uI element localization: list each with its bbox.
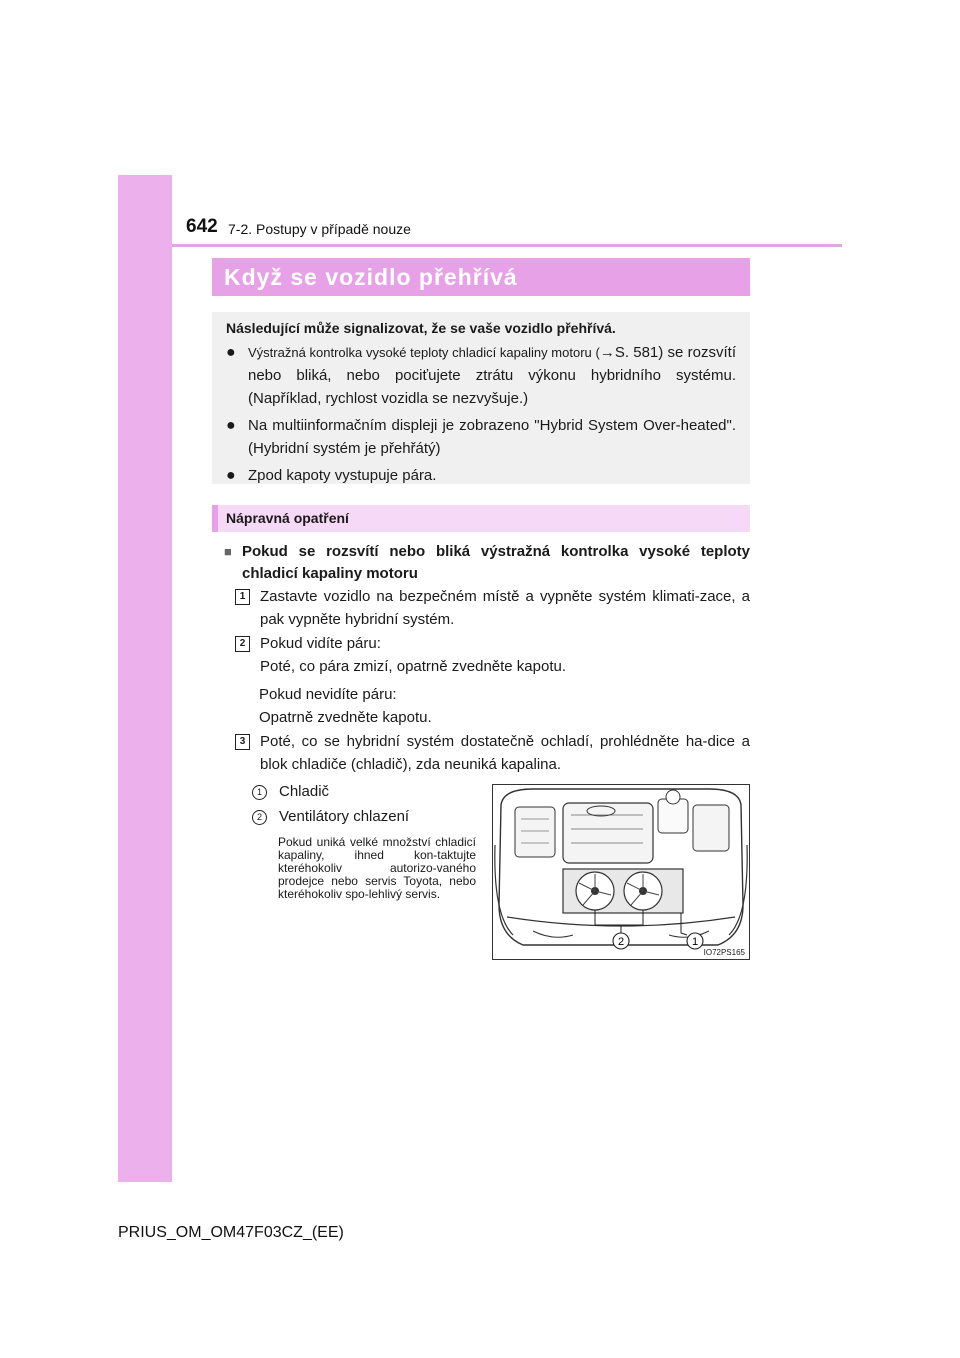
footer-document-code: PRIUS_OM_OM47F03CZ_(EE) [118, 1224, 344, 1241]
chapter-sidebar-tab [118, 175, 172, 1182]
symptoms-info-box [212, 312, 750, 484]
step-3 [235, 730, 750, 776]
section-title: Když se vozidlo přehřívá [212, 258, 750, 296]
engine-bay-drawing [493, 785, 749, 959]
info-box-heading: Následující může signalizovat, že se vaše vozidlo přehřívá. [226, 320, 616, 336]
symptom-1-lead: Výstražná kontrolka vysoké teploty chladicí kapaliny motoru ( [248, 345, 600, 360]
step-3-text: Poté, co se hybridní systém dostatečně ochladí, prohlédněte ha-dice a blok chladiče (chladič), zda neuniká kapalina. [260, 733, 750, 773]
symptom-bullet-1 [226, 341, 740, 410]
bullet-dot-icon: ● [226, 467, 236, 484]
header-divider [172, 244, 842, 247]
step-number-box: 1 [235, 589, 250, 605]
step-2-condition-steam: Pokud vidíte páru: [260, 635, 381, 652]
symptom-2-text: Na multiinformačním displeji je zobrazeno "Hybrid System Over-heated". (Hybridní systém je přehřátý) [248, 417, 736, 457]
bullet-dot-icon: ● [226, 417, 236, 434]
legend-label: Chladič [279, 783, 330, 800]
callout-number-icon: 2 [252, 810, 267, 825]
step-number-box: 2 [235, 636, 250, 652]
coolant-leak-note: Pokud uniká velké množství chladicí kapaliny, ihned kon-taktujte kteréhokoliv autorizo-vaného prodejce nebo servis Toyota, nebo kteréhokoliv spo-lehlivý servis. [278, 835, 476, 901]
symptom-bullet-3 [226, 464, 740, 487]
legend-item-cooling-fans [252, 806, 409, 828]
symptom-3-text: Zpod kapoty vystupuje pára. [248, 467, 437, 484]
symptom-bullet-2 [226, 414, 740, 460]
step-1 [235, 585, 750, 631]
step-2-action-steam: Poté, co pára zmizí, opatrně zvedněte kapotu. [260, 658, 567, 675]
chapter-title: 7-2. Postupy v případě nouze [228, 221, 411, 237]
engine-compartment-illustration [492, 784, 750, 960]
step-2 [235, 632, 750, 678]
callout-2-label: 2 [617, 936, 625, 948]
legend-label: Ventilátory chlazení [279, 808, 410, 825]
step-number-box: 3 [235, 734, 250, 750]
step-2-condition-no-steam: Pokud nevidíte páru: [259, 686, 397, 703]
situation-heading: ■ Pokud se rozsvítí nebo bliká výstražná kontrolka vysoké teploty chladicí kapaliny motoru [224, 541, 750, 585]
bullet-dot-icon: ● [226, 344, 236, 361]
square-bullet-icon: ■ [224, 544, 232, 559]
page-number: 642 [186, 216, 218, 237]
callout-number-icon: 1 [252, 785, 267, 800]
page-reference-link[interactable]: →S. 581) [599, 344, 664, 361]
symptom-1-text: se rozsvítí nebo bliká, nebo pociťujete ztrátu výkonu hybridního systému. (Například, rychlost vozidla se nezvyšuje.) [248, 344, 736, 407]
step-1-text: Zastavte vozidlo na bezpečném místě a vypněte systém klimati-zace, a pak vypněte hybridní systém. [260, 588, 750, 628]
callout-1-label: 1 [691, 936, 699, 948]
legend-item-radiator [252, 781, 329, 803]
corrective-measures-title: Nápravná opatření [212, 505, 750, 532]
figure-code: IO72PS165 [703, 948, 745, 957]
step-2-action-no-steam: Opatrně zvedněte kapotu. [259, 709, 432, 726]
